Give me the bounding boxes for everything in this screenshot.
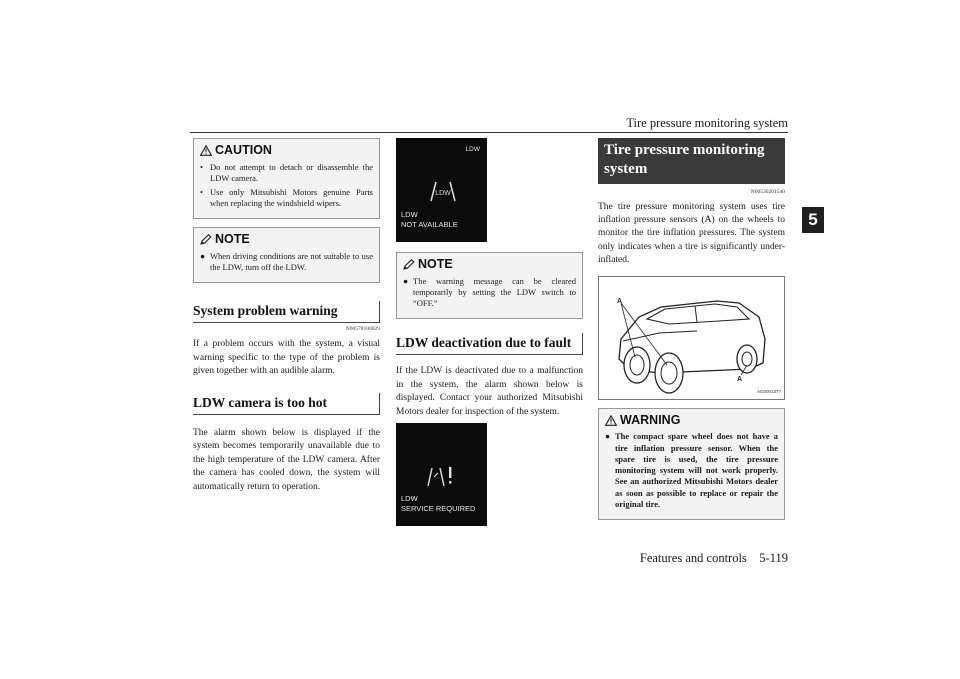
note-heading-label: NOTE [215,232,250,247]
note-item-text: The warning message can be cleared temporarily by setting the LDW switch to “OFF.” [413,275,576,308]
bullet-dot: ● [200,250,206,261]
bullet-dot: ● [605,431,611,442]
running-header-title: Tire pressure monitoring system [626,116,788,130]
column-middle [396,138,583,526]
warning-triangle-icon [605,415,617,426]
note-heading-label: NOTE [418,257,453,271]
warning-heading [605,412,778,429]
reference-code: N00530201540 [750,188,785,195]
display-line-2: SERVICE REQUIRED [401,504,476,514]
car-tire-sensor-illustration [599,277,784,399]
caution-item-text: Do not attempt to detach or disassemble the LDW camera. [210,161,373,183]
caution-heading-label: CAUTION [215,143,272,157]
bullet-mark: • [200,161,203,172]
ldw-icon-label: LDW [435,190,451,197]
section-title-deactivation: LDW deactivation due to fault [396,333,583,355]
display-corner-label: LDW [465,146,480,153]
warning-item-text: The compact spare wheel does not have a tire inflation pressure sensor. When the spare tire is used, the tire pressure monitoring system will not work properly. See an authorized Mitsubishi Motors dealer as soon as possible to replace or repair the original tire. [615,431,778,509]
note-heading [200,231,373,248]
ldw-not-available-display [396,138,487,242]
display-line-1: LDW [401,210,418,219]
paragraph: If the LDW is deactivated due to a malfunction in the system, the alarm shown below is displayed. Contact your authorized Mitsubishi Motors dealer for inspection of the system. [396,366,583,417]
section-title-camera-hot: LDW camera is too hot [193,393,380,415]
note-heading [403,256,576,273]
note-list [200,251,373,273]
vehicle-figure [598,276,785,400]
header-rule [190,132,788,133]
list-item [200,251,373,273]
note-pencil-icon [200,234,212,245]
bullet-dot: ● [403,275,409,286]
column-left [193,138,380,494]
bullet-mark: • [200,186,203,197]
warning-list [605,431,778,510]
label-a-top: A [617,297,623,305]
warning-heading-label: WARNING [620,412,681,427]
reference-code: N00578100029 [345,326,380,333]
note-box [396,252,583,319]
chapter-tab: 5 [802,207,824,233]
display-line-2: NOT AVAILABLE [401,220,458,229]
ldw-lane-icon [430,180,456,202]
warning-box [598,408,785,520]
note-pencil-icon [403,259,415,270]
list-item [605,431,778,510]
page-reference: Features and controls 5-119 [639,551,788,565]
caution-heading [200,142,373,159]
ldw-service-required-display [396,423,487,526]
section-title-system-problem: System problem warning [193,301,380,323]
figure-code: AG0001377 [756,388,781,394]
paragraph: If a problem occurs with the system, a visual warning specific to the type of the problem is given together with an audible alarm. [193,339,380,377]
column-right [598,138,785,520]
label-a-bottom: A [737,375,743,383]
note-item-text: When driving conditions are not suitable to use the LDW, turn off the LDW. [210,250,373,273]
paragraph: The alarm shown below is displayed if the system becomes temporarily unavailable due to the high temperature of the LDW camera. After the camera has cooled down, the system will automatically return to operation. [193,427,380,492]
list-item [403,276,576,310]
list-item [200,187,373,209]
ldw-service-icon [426,465,454,489]
note-box [193,227,380,283]
caution-item-text: Use only Mitsubishi Motors genuine Parts when replacing the windshield wipers. [210,186,373,209]
paragraph: The tire pressure monitoring system uses tire inflation pressure sensors (A) on the wheels to monitor the tire inflation pressures. The system only indicates when a tire is significantly under-inflated. [598,201,785,266]
caution-list [200,162,373,210]
section-header-tpms: Tire pressure monitoring system [598,138,785,184]
warning-triangle-icon [200,145,212,156]
caution-box [193,138,380,219]
display-line-1: LDW [401,494,418,504]
note-list [403,276,576,310]
list-item [200,162,373,184]
